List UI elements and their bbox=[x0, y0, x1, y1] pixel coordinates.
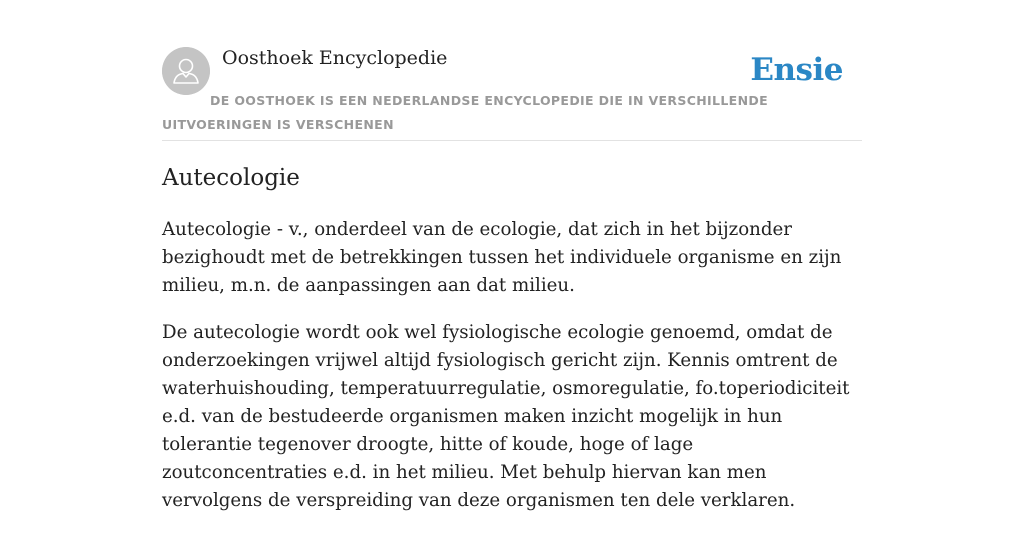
source-header bbox=[162, 0, 862, 141]
source-name[interactable]: Oosthoek Encyclopedie bbox=[222, 47, 448, 69]
source-description: DE OOSTHOEK IS EEN NEDERLANDSE ENCYCLOPEDIE DIE IN VERSCHILLENDE UITVOERINGEN IS VERSCHENEN bbox=[162, 93, 768, 132]
user-silhouette-icon bbox=[162, 47, 210, 95]
page bbox=[162, 0, 862, 511]
ensie-logo[interactable]: Ensie bbox=[750, 52, 843, 88]
article-paragraph: Autecologie - v., onderdeel van de ecologie, dat zich in het bijzonder bezighoudt met de betrekkingen tussen het individuele organisme en zijn milieu, m.n. de aanpassingen aan dat milieu. bbox=[162, 219, 842, 296]
article-title: Autecologie bbox=[162, 165, 300, 191]
avatar[interactable] bbox=[162, 47, 210, 95]
article-paragraph: De autecologie wordt ook wel fysiologische ecologie genoemd, omdat de onderzoekingen vrijwel altijd fysiologisch gericht zijn. Kennis omtrent de waterhuishouding, temperatuurregulatie, osmoregulatie, fo.toperiodiciteit e.d. van de bestudeerde organismen maken inzicht mogelijk in hun tolerantie tegenover droogte, hitte of koude, hoge of lage zoutconcentraties e.d. in het milieu. Met behulp hiervan kan men vervolgens de verspreiding van deze organismen ten dele verklaren. bbox=[162, 322, 850, 511]
article-body bbox=[162, 216, 862, 534]
